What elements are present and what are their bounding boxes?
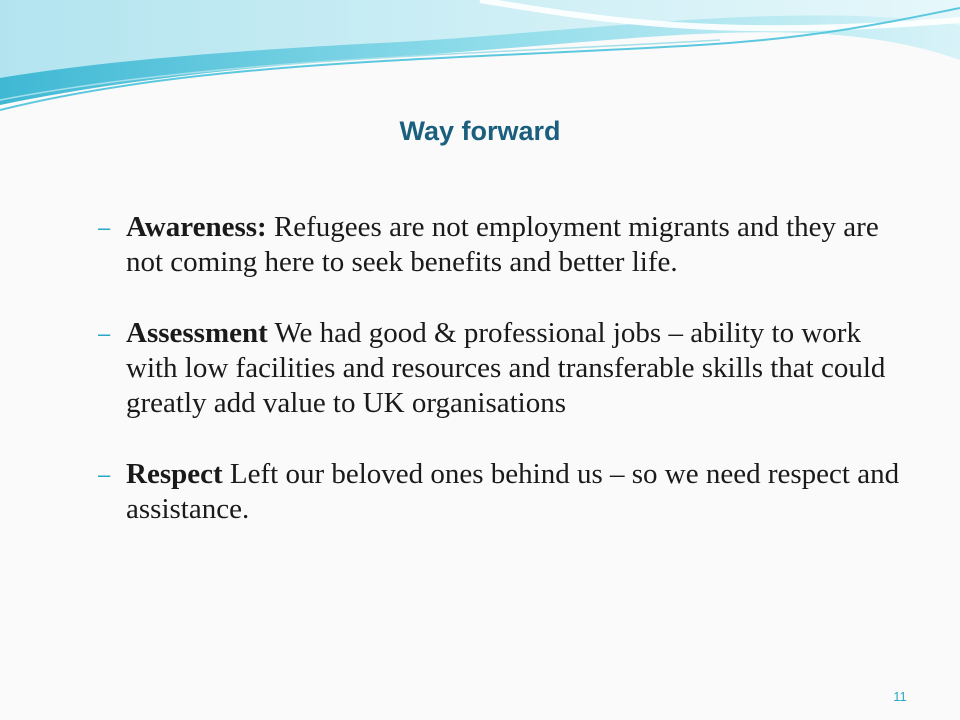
- bullet-item-awareness: [98, 210, 913, 280]
- bullet-item-respect: [98, 457, 913, 527]
- bullet-term: Awareness:: [126, 211, 267, 243]
- bullet-term: Assessment: [126, 317, 268, 349]
- bullet-item-assessment: [98, 316, 913, 421]
- bullet-text: Left our beloved ones behind us – so we need respect and assistance.: [126, 458, 900, 525]
- bullet-term: Respect: [126, 458, 223, 490]
- bullet-list: [98, 210, 913, 563]
- page-number: 11: [893, 689, 907, 704]
- bullet-dash: –: [98, 321, 111, 346]
- bullet-dash: –: [98, 215, 111, 240]
- bullet-text: Refugees are not employment migrants and they are not coming here to seek benefits and better life.: [126, 211, 879, 278]
- slide-title: Way forward: [399, 116, 561, 146]
- bullet-text: We had good & professional jobs – ability to work with low facilities and resources and transferable skills that could greatly add value to UK organisations: [126, 317, 886, 419]
- decorative-wave-banner: [0, 0, 960, 120]
- bullet-dash: –: [98, 462, 111, 487]
